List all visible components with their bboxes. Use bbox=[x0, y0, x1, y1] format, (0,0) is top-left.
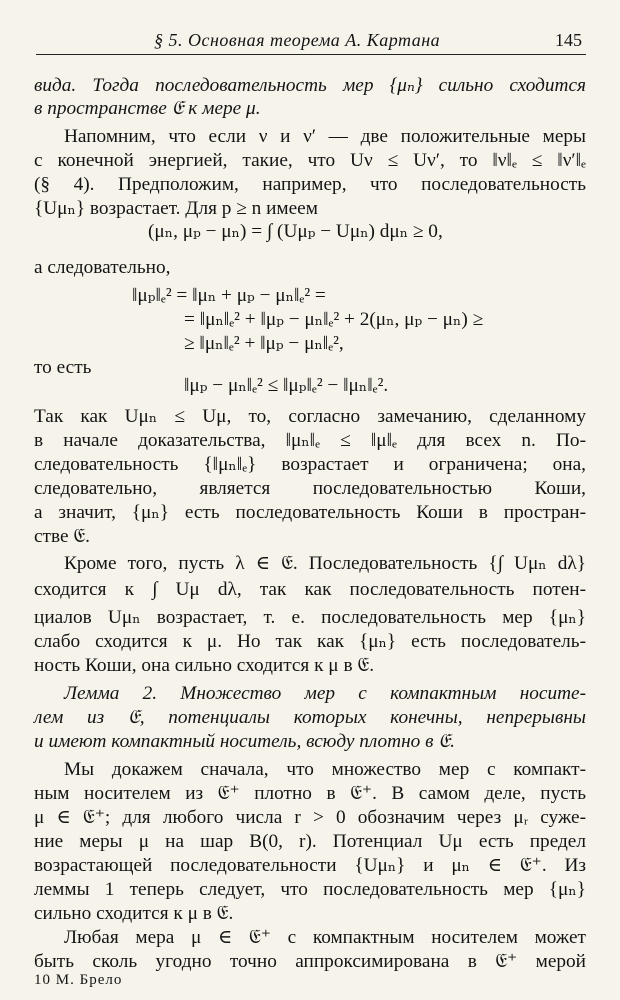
formula-norm-3: ≥ ‖μₙ‖ₑ² + ‖μₚ − μₙ‖ₑ², bbox=[184, 333, 344, 354]
text-line: леммы 1 теперь следует, что последовательность мер {μₙ} bbox=[34, 879, 586, 900]
lemma-line: Лемма 2. Множество мер с компактным носите- bbox=[64, 683, 586, 704]
text-line: циалов Uμₙ возрастает, т. е. последовательность мер {μₙ} bbox=[34, 607, 586, 628]
text-line: μ ∈ 𝔈⁺; для любого числа r > 0 обозначим через μᵣ суже- bbox=[34, 807, 586, 828]
page-number: 145 bbox=[555, 30, 582, 50]
text-line: следовательность {‖μₙ‖ₑ} возрастает и ограничена; она, bbox=[34, 454, 586, 475]
signature-footer: 10 М. Брело bbox=[34, 972, 123, 988]
text-line: возрастающей последовательности {Uμₙ} и μₙ ∈ 𝔈⁺. Из bbox=[34, 855, 586, 876]
text-line: то есть bbox=[34, 357, 92, 378]
text-line: следовательно, является последовательностью Коши, bbox=[34, 478, 586, 499]
text-line: Мы докажем сначала, что множество мер с компакт- bbox=[64, 759, 586, 780]
text-line: ность Коши, она сильно сходится к μ в 𝔈. bbox=[34, 655, 375, 676]
formula-difference: ‖μₚ − μₙ‖ₑ² ≤ ‖μₚ‖ₑ² − ‖μₙ‖ₑ². bbox=[184, 375, 389, 396]
text-line: быть сколь угодно точно аппроксимирована в 𝔈⁺ мерой bbox=[34, 951, 586, 972]
running-header bbox=[36, 28, 586, 55]
lemma-line: и имеют компактный носитель, всюду плотно в 𝔈. bbox=[34, 731, 455, 752]
text-line: сходится к ∫ Uμ dλ, так как последовательность потен- bbox=[34, 579, 586, 600]
formula-norm-1: ‖μₚ‖ₑ² = ‖μₙ + μₚ − μₙ‖ₑ² = bbox=[132, 285, 326, 306]
text-line: (§ 4). Предположим, например, что последовательность bbox=[34, 174, 586, 195]
text-line: ние меры μ на шар B(0, r). Потенциал Uμ есть предел bbox=[34, 831, 586, 852]
text-line: Кроме того, пусть λ ∈ 𝔈. Последовательность {∫ Uμₙ dλ} bbox=[64, 553, 586, 574]
text-line: Напомним, что если ν и ν′ — две положительные меры bbox=[64, 126, 586, 147]
text-line: вида. Тогда последовательность мер {μₙ} сильно сходится bbox=[34, 75, 586, 96]
text-line: Так как Uμₙ ≤ Uμ, то, согласно замечанию, сделанному bbox=[34, 406, 586, 427]
text-line: ным носителем из 𝔈⁺ плотно в 𝔈⁺. В самом деле, пусть bbox=[34, 783, 586, 804]
text-line: в пространстве 𝔈 к мере μ. bbox=[34, 98, 261, 119]
text-line: Любая мера μ ∈ 𝔈⁺ с компактным носителем может bbox=[64, 927, 586, 948]
text-line: слабо сходится к μ. Но так как {μₙ} есть последователь- bbox=[34, 631, 586, 652]
text-line: в начале доказательства, ‖μₙ‖ₑ ≤ ‖μ‖ₑ для всех n. По- bbox=[34, 430, 586, 451]
text-line: а значит, {μₙ} есть последовательность Коши в простран- bbox=[34, 502, 586, 523]
text-line: а следовательно, bbox=[34, 257, 171, 278]
formula-norm-2: = ‖μₙ‖ₑ² + ‖μₚ − μₙ‖ₑ² + 2(μₙ, μₚ − μₙ) ≥ bbox=[184, 309, 484, 330]
lemma-line: лем из 𝔈, потенциалы которых конечны, непрерывны bbox=[34, 707, 586, 728]
text-line: {Uμₙ} возрастает. Для p ≥ n имеем bbox=[34, 198, 318, 219]
text-line: сильно сходится к μ в 𝔈. bbox=[34, 903, 234, 924]
text-line: стве 𝔈. bbox=[34, 526, 90, 547]
formula-inner-product: (μₙ, μₚ − μₙ) = ∫ (Uμₚ − Uμₙ) dμₙ ≥ 0, bbox=[148, 221, 443, 242]
text-line: с конечной энергией, такие, что Uν ≤ Uν′, то ‖ν‖ₑ ≤ ‖ν′‖ₑ bbox=[34, 150, 586, 171]
section-title: § 5. Основная теорема А. Картана bbox=[154, 30, 441, 50]
